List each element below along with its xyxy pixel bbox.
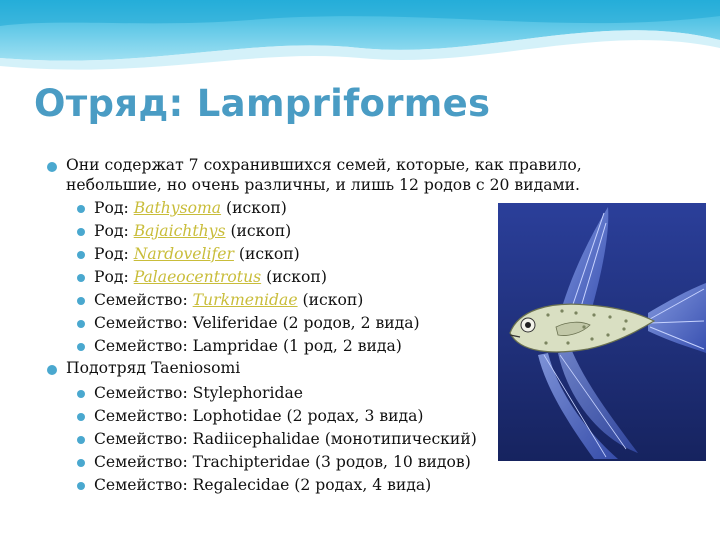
bullet-icon	[77, 343, 85, 351]
item-suffix: (ископ)	[297, 291, 364, 309]
item-prefix: Род:	[94, 245, 134, 263]
item-text: Семейство: Radiicephalidae (монотипический)	[94, 430, 477, 448]
bullet-icon	[77, 228, 85, 236]
item-text: Семейство: Regalecidae (2 родах, 4 вида)	[94, 476, 432, 494]
bullet-icon	[77, 413, 85, 421]
item-text: Семейство: Lampridae (1 род, 2 вида)	[94, 337, 402, 355]
item-suffix: (ископ)	[233, 245, 300, 263]
genus-link[interactable]: Nardovelifer	[133, 245, 234, 263]
bullet-text-line1: Подотряд Taeniosomi	[66, 359, 241, 377]
bullet-icon	[77, 251, 85, 259]
item-text: Семейство: Veliferidae (2 родов, 2 вида)	[94, 314, 420, 332]
bullet-icon	[77, 205, 85, 213]
bullet-icon	[77, 274, 85, 282]
genus-link[interactable]: Palaeocentrotus	[133, 268, 262, 286]
bullet-text-line1: Они содержат 7 сохранившихся семей, которые, как правило,	[66, 156, 582, 174]
item-text: Семейство: Lophotidae (2 родах, 3 вида)	[94, 407, 424, 425]
bullet-icon	[47, 162, 57, 172]
page-title: Отряд: Lampriformes	[34, 82, 491, 125]
genus-link[interactable]: Bathysoma	[133, 199, 222, 217]
item-prefix: Семейство:	[94, 291, 193, 309]
bullet-icon	[47, 365, 57, 375]
bullet-icon	[77, 390, 85, 398]
bullet-text-line2: небольшие, но очень различны, и лишь 12 родов с 20 видами.	[66, 176, 580, 194]
item-text: Семейство: Trachipteridae (3 родов, 10 видов)	[94, 453, 471, 471]
bullet-icon	[77, 436, 85, 444]
family-link[interactable]: Turkmenidae	[192, 291, 298, 309]
item-suffix: (ископ)	[261, 268, 327, 286]
bullet-icon	[77, 482, 85, 490]
item-text: Семейство: Stylephoridae	[94, 384, 303, 402]
item-prefix: Род:	[94, 222, 134, 240]
bullet-icon	[77, 320, 85, 328]
genus-link[interactable]: Bajaichthys	[133, 222, 226, 240]
bullet-icon	[77, 297, 85, 305]
item-prefix: Род:	[94, 199, 134, 217]
bullet-icon	[77, 459, 85, 467]
item-suffix: (ископ)	[225, 222, 292, 240]
item-suffix: (ископ)	[221, 199, 287, 217]
item-prefix: Род:	[94, 268, 134, 286]
